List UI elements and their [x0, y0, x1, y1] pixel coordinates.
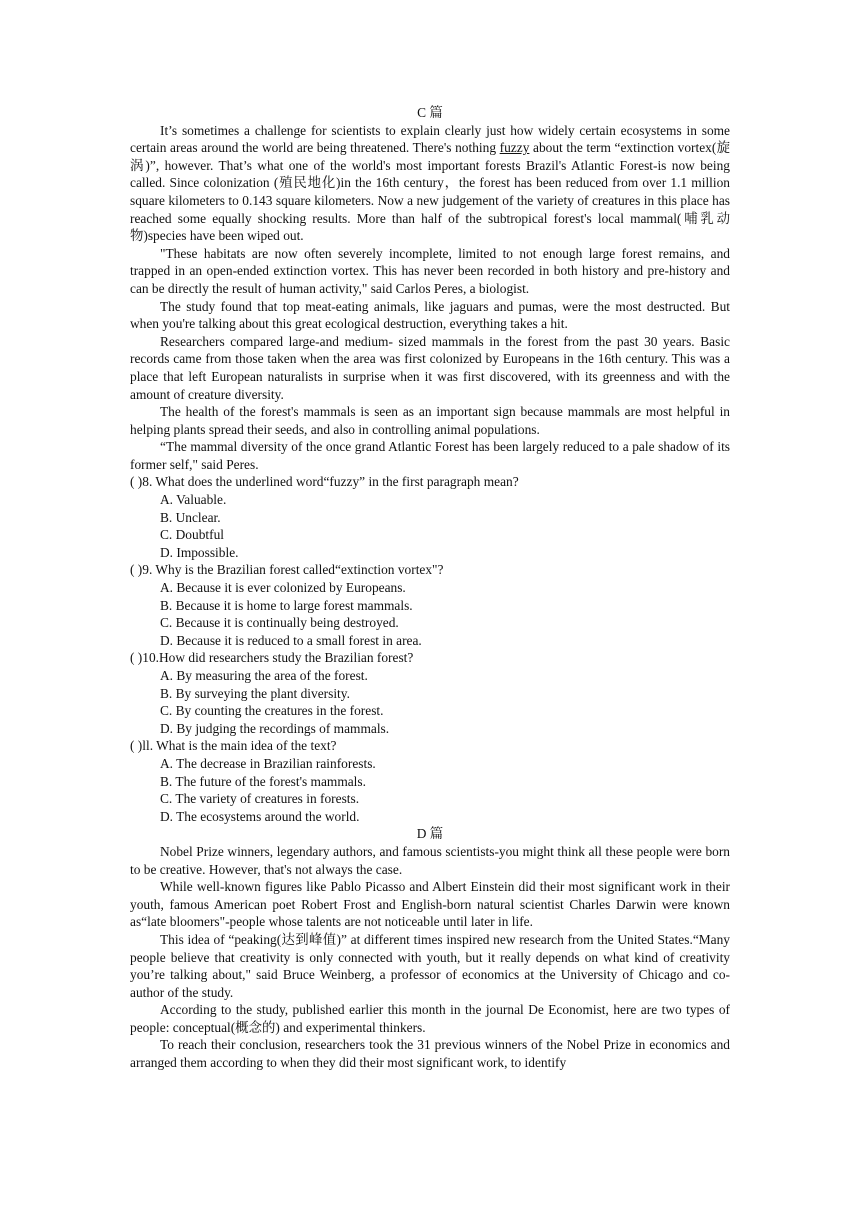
option-d: D. Impossible. — [160, 544, 239, 560]
option-a: A. Valuable. — [160, 492, 227, 508]
question-9 — [130, 561, 730, 649]
document-page — [130, 104, 730, 1072]
question-10 — [130, 649, 730, 737]
question-stem: ( )8. What does the underlined word“fuzzy” in the first paragraph mean? — [130, 474, 519, 490]
section-d-paragraph-3: This idea of “peaking(达到峰值)” at different times inspired new research from the United States.“Many people believe that creativity is only connected with youth, but it really depends on what kind of creativity you’re talking about," said Bruce Weinberg, a professor of economics at the University of Chicago and co-author of the study. — [130, 931, 730, 1000]
option-b: B. Because it is home to large forest mammals. — [160, 597, 413, 613]
option-d: D. By judging the recordings of mammals. — [160, 720, 390, 736]
section-c-paragraph-4: Researchers compared large-and medium- sized mammals in the forest from the past 30 years. Basic records came from those taken when the area was first colonized by Europeans in the 16th century. This was a place that left European naturalists in surprise when it was first discovered, with its greenness and with the amount of creature diversity. — [130, 333, 730, 402]
question-8 — [130, 473, 730, 561]
option-d: D. Because it is reduced to a small forest in area. — [160, 632, 422, 648]
option-a: A. The decrease in Brazilian rainforests. — [160, 755, 376, 771]
option-b: B. Unclear. — [160, 509, 221, 525]
option-c: C. By counting the creatures in the forest. — [160, 703, 384, 719]
section-c-paragraph-5: The health of the forest's mammals is seen as an important sign because mammals are most helpful in helping plants spread their seeds, and also in controlling animal populations. — [130, 404, 730, 437]
question-stem: ( )9. Why is the Brazilian forest called“extinction vortex"? — [130, 562, 444, 578]
option-a: A. Because it is ever colonized by Europeans. — [160, 580, 406, 596]
question-stem: ( )10.How did researchers study the Brazilian forest? — [130, 650, 414, 666]
section-c-paragraph-2: "These habitats are now often severely incomplete, limited to not enough large forest remains, and trapped in an open-ended extinction vortex. This has never been recorded in both history and pre-history and can be directly the result of human activity," said Carlos Peres, a biologist. — [130, 245, 730, 296]
option-b: B. By surveying the plant diversity. — [160, 685, 350, 701]
option-c: C. Doubtful — [160, 527, 224, 543]
option-a: A. By measuring the area of the forest. — [160, 668, 368, 683]
option-c: C. Because it is continually being destroyed. — [160, 615, 399, 631]
option-b: B. The future of the forest's mammals. — [160, 773, 366, 789]
option-c: C. The variety of creatures in forests. — [160, 791, 360, 807]
question-stem: ( )ll. What is the main idea of the text? — [130, 738, 337, 754]
section-d-title: D 篇 — [416, 826, 444, 842]
section-c-paragraph-3: The study found that top meat-eating animals, like jaguars and pumas, were the most destructed. But when you're talking about this great ecological destruction, everything takes a hit. — [130, 298, 730, 332]
question-11 — [130, 737, 730, 825]
option-d: D. The ecosystems around the world. — [160, 808, 360, 824]
section-d-paragraph-4: According to the study, published earlier this month in the journal De Economist, here are two types of people: conceptual(概念的) and experimental thinkers. — [130, 1002, 730, 1035]
section-d-paragraph-5: To reach their conclusion, researchers took the 31 previous winners of the Nobel Prize in economics and arranged them according to when they did their most significant work, to identify — [130, 1037, 730, 1071]
section-d-paragraph-2: While well-known figures like Pablo Picasso and Albert Einstein did their most significant work in their youth, famous American poet Robert Frost and English-born natural scientist Charles Darwin were known as“late bloomers"-people whose talents are not noticeable until later in life. — [130, 879, 730, 930]
section-c-title: C 篇 — [417, 105, 443, 120]
section-c-paragraph-1: It’s sometimes a challenge for scientists to explain clearly just how widely certain ecosystems in some certain areas around the world are being threatened. There's nothing fuzzy about the term “extinction vortex(旋涡)”, however. That’s what one of the world's most important forests Brazil's Atlantic Forest-is now being called. Since colonization (殖民地化)in the 16th century，the forest has been reduced from over 1.1 million square kilometers to 0.143 square kilometers. Now a new judgement of the variety of creatures in this place has reached some equally shocking results. More than half of the subtropical forest's local mammal(哺乳动物)species have been wiped out. — [130, 122, 730, 244]
section-c-paragraph-6: “The mammal diversity of the once grand Atlantic Forest has been largely reduced to a pale shadow of its former self," said Peres. — [130, 439, 730, 472]
section-d-paragraph-1: Nobel Prize winners, legendary authors, and famous scientists-you might think all these people were born to be creative. However, that's not always the case. — [130, 843, 730, 877]
